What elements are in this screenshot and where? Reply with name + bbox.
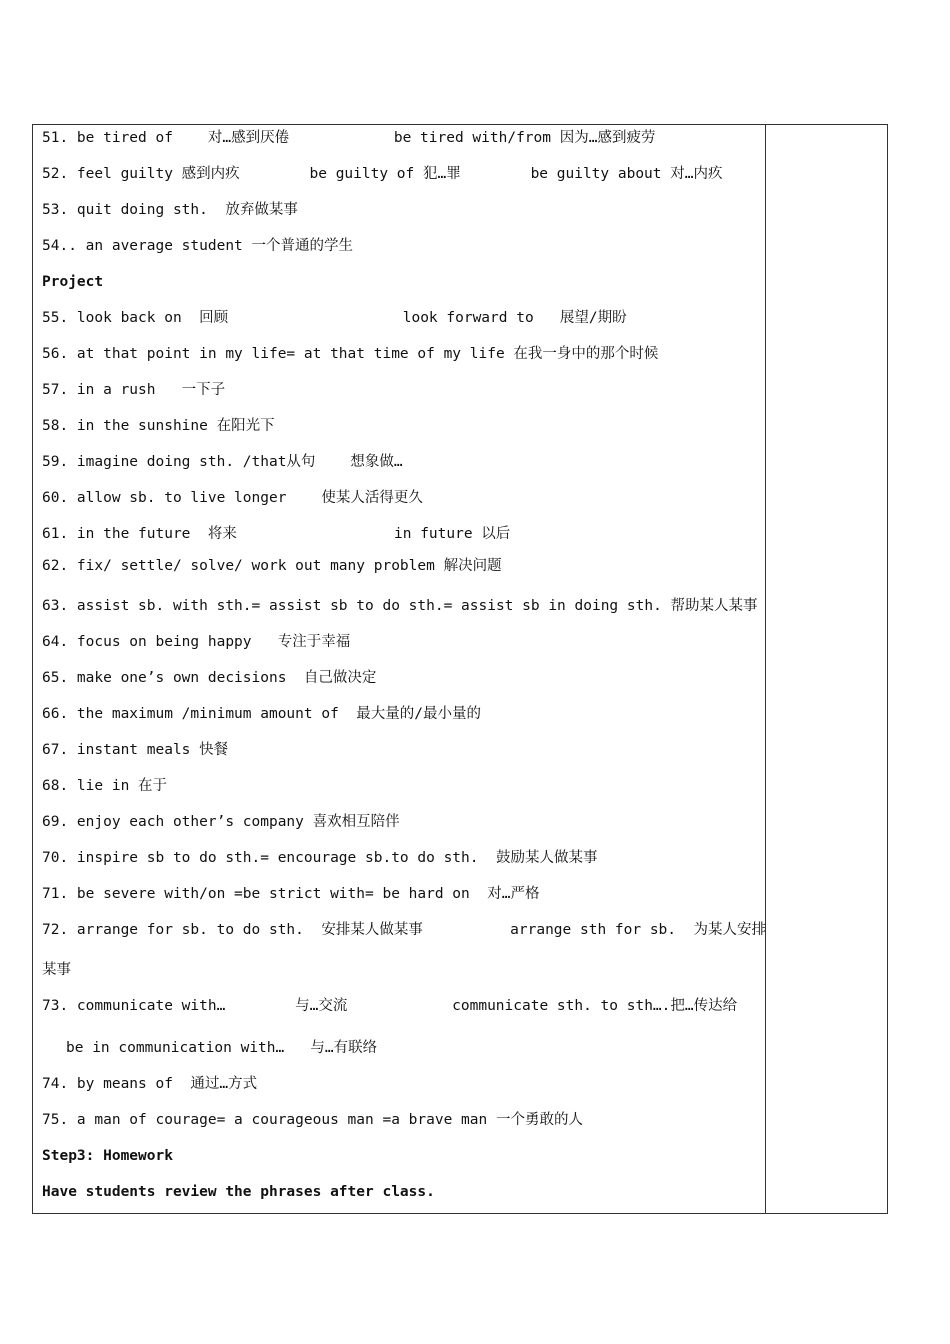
phrase-line: 66. the maximum /minimum amount of 最大量的/最小量的 (42, 706, 481, 722)
column-divider (765, 124, 766, 1214)
phrase-line: 69. enjoy each other’s company 喜欢相互陪伴 (42, 814, 400, 830)
phrase-line: 68. lie in 在于 (42, 778, 168, 794)
section-heading: Project (42, 274, 104, 290)
section-heading: Have students review the phrases after class. (42, 1184, 435, 1200)
phrase-line: 61. in the future 将来 in future 以后 (42, 526, 511, 542)
phrase-line: 63. assist sb. with sth.= assist sb to do sth.= assist sb in doing sth. 帮助某人某事 (42, 598, 758, 614)
phrase-line: 54.. an average student 一个普通的学生 (42, 238, 354, 254)
phrase-line: 70. inspire sb to do sth.= encourage sb.to do sth. 鼓励某人做某事 (42, 850, 598, 866)
phrase-line: 某事 (42, 962, 71, 978)
phrase-line: 56. at that point in my life= at that time of my life 在我一身中的那个时候 (42, 346, 659, 362)
phrase-line: 64. focus on being happy 专注于幸福 (42, 634, 351, 650)
phrase-line: 67. instant meals 快餐 (42, 742, 229, 758)
phrase-line: 59. imagine doing sth. /that从句 想象做… (42, 454, 403, 470)
phrase-line: 73. communicate with… 与…交流 communicate sth. to sth….把…传达给 (42, 998, 738, 1014)
phrase-line: 52. feel guilty 感到内疚 be guilty of 犯…罪 be guilty about 对…内疚 (42, 166, 723, 182)
phrase-line: 53. quit doing sth. 放弃做某事 (42, 202, 298, 218)
phrase-line: 58. in the sunshine 在阳光下 (42, 418, 275, 434)
phrase-line: 72. arrange for sb. to do sth. 安排某人做某事 arrange sth for sb. 为某人安排 (42, 922, 766, 938)
phrase-line: 75. a man of courage= a courageous man =a brave man 一个勇敢的人 (42, 1112, 583, 1128)
phrase-line: 55. look back on 回顾 look forward to 展望/期盼 (42, 310, 627, 326)
phrase-line: 51. be tired of 对…感到厌倦 be tired with/from 因为…感到疲劳 (42, 130, 656, 146)
phrase-line: 65. make one’s own decisions 自己做决定 (42, 670, 377, 686)
phrase-line: 74. by means of 通过…方式 (42, 1076, 258, 1092)
phrase-line: 57. in a rush 一下子 (42, 382, 226, 398)
phrase-line: be in communication with… 与…有联络 (66, 1040, 378, 1056)
phrase-line: 62. fix/ settle/ solve/ work out many problem 解决问题 (42, 558, 502, 574)
section-heading: Step3: Homework (42, 1148, 173, 1164)
phrase-line: 60. allow sb. to live longer 使某人活得更久 (42, 490, 423, 506)
phrase-line: 71. be severe with/on =be strict with= be hard on 对…严格 (42, 886, 540, 902)
